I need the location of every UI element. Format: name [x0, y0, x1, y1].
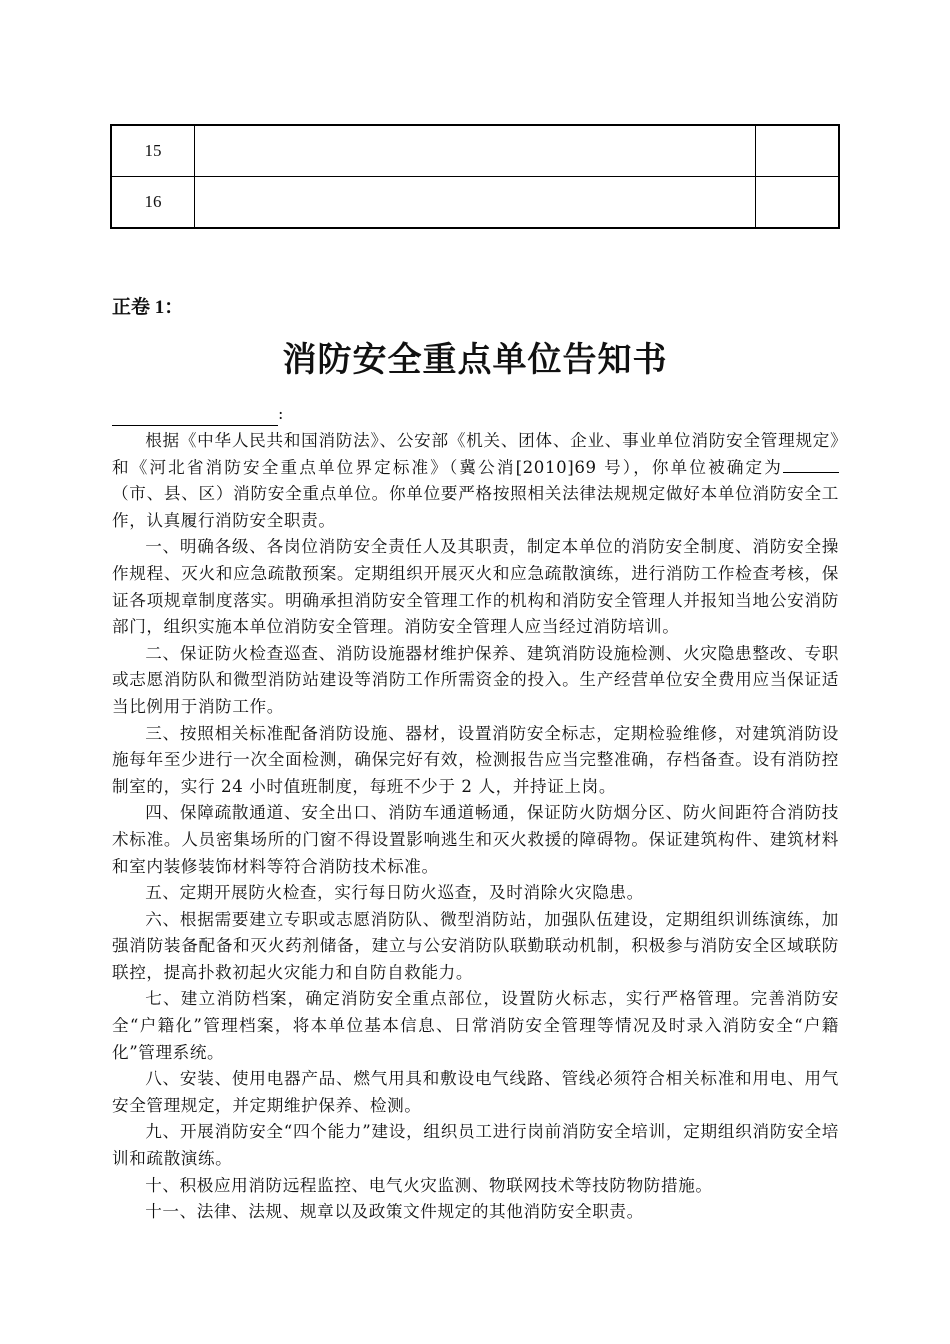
- row-content: [195, 125, 756, 177]
- intro-text-a: 根据《中华人民共和国消防法》、公安部《机关、团体、企业、事业单位消防安全管理规定》和《河北省消防安全重点单位界定标准》（冀公消[2010]69 号），你单位被确定为: [112, 431, 839, 477]
- record-table: [110, 124, 840, 229]
- intro-paragraph: [112, 428, 839, 534]
- document-title: 消防安全重点单位告知书: [282, 340, 668, 380]
- salutation-colon: :: [278, 404, 284, 423]
- duty-item: 九、开展消防安全“四个能力”建设，组织员工进行岗前消防安全培训，定期组织消防安全培训和疏散演练。: [112, 1122, 839, 1169]
- duty-item: 十、积极应用消防远程监控、电气火灾监测、物联网技术等技防物防措施。: [145, 1175, 713, 1195]
- intro-text-b: （市、县、区）消防安全重点单位。你单位要严格按照相关法律法规规定做好本单位消防安全工作，认真履行消防安全职责。: [112, 484, 839, 530]
- row-remark: [756, 177, 840, 229]
- row-number: 16: [111, 177, 195, 229]
- city-blank: [783, 456, 839, 473]
- duty-item: 十一、法律、法规、规章以及政策文件规定的其他消防安全职责。: [145, 1202, 644, 1222]
- duty-item: 七、建立消防档案，确定消防安全重点部位，设置防火标志，实行严格管理。完善消防安全“户籍化”管理档案，将本单位基本信息、日常消防安全管理等情况及时录入消防安全“户籍化”管理系统。: [112, 989, 839, 1062]
- duty-item: 四、保障疏散通道、安全出口、消防车通道畅通，保证防火防烟分区、防火间距符合消防技术标准。人员密集场所的门窗不得设置影响逃生和灭火救援的障碍物。保证建筑构件、建筑材料和室内装修装饰材料等符合消防技术标准。: [112, 803, 839, 876]
- row-number: 15: [111, 125, 195, 177]
- table-row: [111, 177, 839, 229]
- table-row: [111, 125, 839, 177]
- section-label: 正卷 1：: [112, 297, 184, 318]
- row-remark: [756, 125, 840, 177]
- duty-item: 六、根据需要建立专职或志愿消防队、微型消防站，加强队伍建设，定期组织训练演练，加强消防装备配备和灭火药剂储备，建立与公安消防队联勤联动机制，积极参与消防安全区域联防联控，提高扑救初起火灾能力和自防自救能力。: [112, 909, 839, 982]
- notice-body: [112, 428, 839, 1226]
- salutation: [112, 402, 283, 426]
- row-content: [195, 177, 756, 229]
- duty-item: 八、安装、使用电器产品、燃气用具和敷设电气线路、管线必须符合相关标准和用电、用气安全管理规定，并定期维护保养、检测。: [112, 1069, 839, 1115]
- duty-item: 三、按照相关标准配备消防设施、器材，设置消防安全标志，定期检验维修，对建筑消防设施每年至少进行一次全面检测，确保完好有效，检测报告应当完整准确，存档备查。设有消防控制室的，实行 24 小时值班制度，每班不少于 2 人，并持证上岗。: [112, 723, 839, 796]
- duty-item: 五、定期开展防火检查，实行每日防火巡查，及时消除火灾隐患。: [145, 883, 644, 903]
- duty-item: 二、保证防火检查巡查、消防设施器材维护保养、建筑消防设施检测、火灾隐患整改、专职或志愿消防队和微型消防站建设等消防工作所需资金的投入。生产经营单位安全费用应当保证适当比例用于消防工作。: [112, 643, 839, 716]
- recipient-blank: [112, 407, 278, 426]
- duty-item: 一、明确各级、各岗位消防安全责任人及其职责，制定本单位的消防安全制度、消防安全操作规程、灭火和应急疏散预案。定期组织开展灭火和应急疏散演练，进行消防工作检查考核，保证各项规章制度落实。明确承担消防安全管理工作的机构和消防安全管理人并报知当地公安消防部门，组织实施本单位消防安全管理。消防安全管理人应当经过消防培训。: [112, 537, 839, 637]
